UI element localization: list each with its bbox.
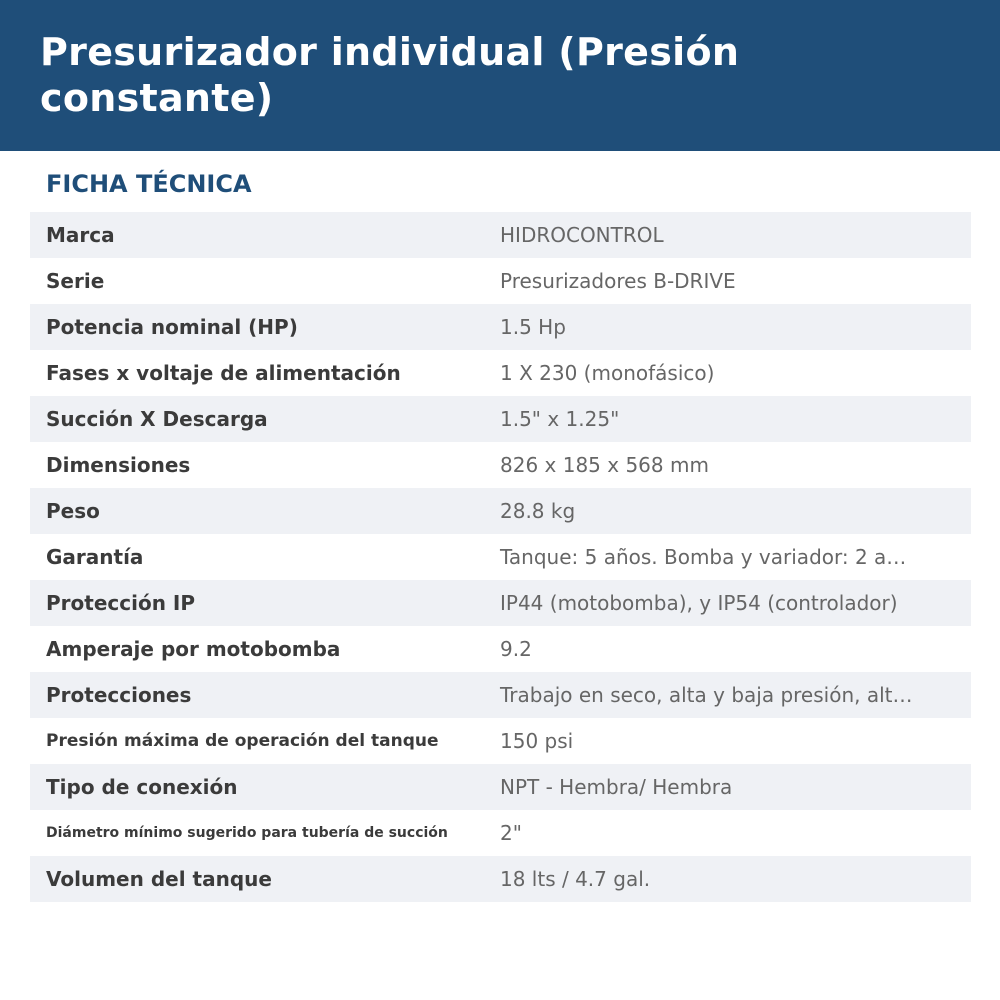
spec-label: Garantía <box>46 545 144 569</box>
spec-label: Dimensiones <box>46 453 191 477</box>
spec-value: NPT - Hembra/ Hembra <box>500 775 733 799</box>
spec-value: 1 X 230 (monofásico) <box>500 361 715 385</box>
table-row <box>30 212 971 258</box>
table-row <box>30 856 971 902</box>
spec-value: Presurizadores B-DRIVE <box>500 269 736 293</box>
page-title: Presurizador individual (Presión constante) <box>40 30 740 120</box>
table-row <box>30 534 971 580</box>
spec-value: HIDROCONTROL <box>500 223 664 247</box>
table-row <box>30 488 971 534</box>
table-row <box>30 672 971 718</box>
table-row <box>30 258 971 304</box>
table-row <box>30 718 971 764</box>
spec-table <box>30 212 971 902</box>
spec-value: 826 x 185 x 568 mm <box>500 453 709 477</box>
spec-value: 18 lts / 4.7 gal. <box>500 867 651 891</box>
table-row <box>30 626 971 672</box>
table-row <box>30 442 971 488</box>
spec-label: Serie <box>46 269 105 293</box>
spec-value: 2" <box>500 821 522 845</box>
table-row <box>30 396 971 442</box>
table-row <box>30 580 971 626</box>
spec-value: 28.8 kg <box>500 499 576 523</box>
spec-label: Diámetro mínimo sugerido para tubería de succión <box>46 825 448 841</box>
spec-label: Presión máxima de operación del tanque <box>46 731 439 751</box>
spec-value: IP44 (motobomba), y IP54 (controlador) <box>500 591 898 615</box>
page-header <box>0 0 1000 151</box>
spec-value: Tanque: 5 años. Bomba y variador: 2 a… <box>500 545 907 569</box>
spec-value: 1.5" x 1.25" <box>500 407 620 431</box>
table-row <box>30 350 971 396</box>
spec-label: Tipo de conexión <box>46 775 238 799</box>
spec-value: 9.2 <box>500 637 532 661</box>
spec-label: Succión X Descarga <box>46 407 268 431</box>
spec-label: Marca <box>46 223 115 247</box>
spec-label: Protección IP <box>46 591 195 615</box>
spec-label: Volumen del tanque <box>46 867 272 891</box>
spec-label: Amperaje por motobomba <box>46 637 341 661</box>
spec-label: Peso <box>46 499 100 523</box>
table-row <box>30 304 971 350</box>
spec-label: Potencia nominal (HP) <box>46 315 298 339</box>
table-row <box>30 810 971 856</box>
spec-label: Fases x voltaje de alimentación <box>46 361 401 385</box>
section-title: FICHA TÉCNICA <box>46 170 252 198</box>
spec-value: Trabajo en seco, alta y baja presión, alt… <box>500 683 913 707</box>
spec-value: 1.5 Hp <box>500 315 566 339</box>
spec-value: 150 psi <box>500 729 574 753</box>
table-row <box>30 764 971 810</box>
spec-label: Protecciones <box>46 683 192 707</box>
